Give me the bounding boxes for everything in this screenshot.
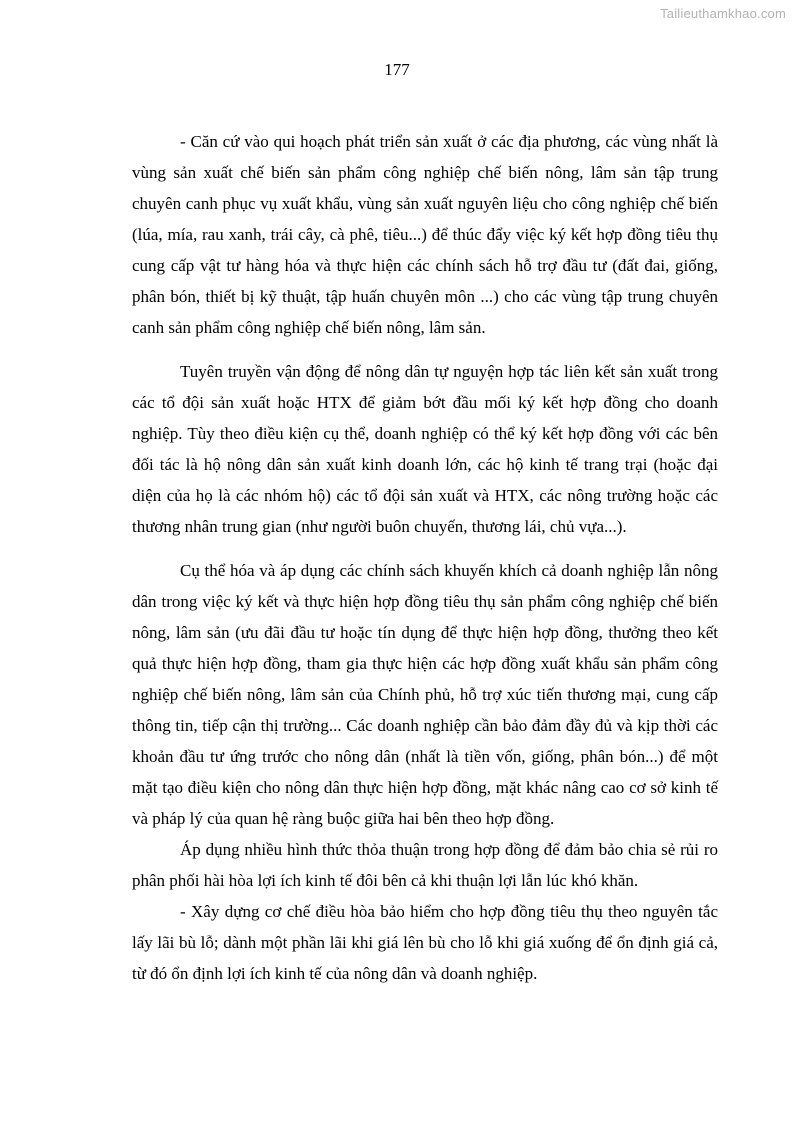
page-number: 177 (384, 60, 410, 79)
paragraph: Cụ thể hóa và áp dụng các chính sách khuyến khích cả doanh nghiệp lẫn nông dân trong việc ký kết và thực hiện hợp đồng tiêu thụ sản phẩm công nghiệp chế biến nông, lâm sản (ưu đãi đầu tư hoặc tín dụng để thực hiện hợp đồng, thưởng theo kết quả thực hiện hợp đồng, tham gia thực hiện các hợp đồng xuất khẩu sản phẩm công nghiệp chế biến nông, lâm sản của Chính phủ, hỗ trợ xúc tiến thương mại, cung cấp thông tin, tiếp cận thị trường... Các doanh nghiệp cần bảo đảm đầy đủ và kịp thời các khoản đầu tư ứng trước cho nông dân (nhất là tiền vốn, giống, phân bón...) để một mặt tạo điều kiện cho nông dân thực hiện hợp đồng, mặt khác nâng cao cơ sở kinh tế và pháp lý của quan hệ ràng buộc giữa hai bên theo hợp đồng. (132, 561, 718, 828)
watermark: Tailieuthamkhao.com (660, 6, 786, 21)
paragraph: Tuyên truyền vận động để nông dân tự nguyện hợp tác liên kết sản xuất trong các tổ đội sản xuất hoặc HTX để giảm bớt đầu mối ký kết hợp đồng cho doanh nghiệp. Tùy theo điều kiện cụ thể, doanh nghiệp có thể ký kết hợp đồng với các bên đối tác là hộ nông dân sản xuất kinh doanh lớn, các hộ kinh tế trang trại (hoặc đại diện của họ là các nhóm hộ) các tổ đội sản xuất và HTX, các nông trường hoặc các thương nhân trung gian (như người buôn chuyến, thương lái, chủ vựa...). (132, 362, 718, 536)
paragraph: Áp dụng nhiều hình thức thỏa thuận trong hợp đồng để đảm bảo chia sẻ rủi ro phân phối hài hòa lợi ích kinh tế đôi bên cả khi thuận lợi lẫn lúc khó khăn. (132, 840, 718, 890)
page-body (132, 126, 718, 989)
paragraph: - Căn cứ vào qui hoạch phát triển sản xuất ở các địa phương, các vùng nhất là vùng sản xuất chế biến sản phẩm công nghiệp chế biến nông, lâm sản tập trung chuyên canh phục vụ xuất khẩu, vùng sản xuất nguyên liệu cho công nghiệp chế biến (lúa, mía, rau xanh, trái cây, cà phê, tiêu...) để thúc đẩy việc ký kết hợp đồng tiêu thụ cung cấp vật tư hàng hóa và thực hiện các chính sách hỗ trợ đầu tư (đất đai, giống, phân bón, thiết bị kỹ thuật, tập huấn chuyên môn ...) cho các vùng tập trung chuyên canh sản phẩm công nghiệp chế biến nông, lâm sản. (132, 132, 718, 337)
paragraph: - Xây dựng cơ chế điều hòa bảo hiểm cho hợp đồng tiêu thụ theo nguyên tắc lấy lãi bù lỗ; dành một phần lãi khi giá lên bù cho lỗ khi giá xuống để ổn định giá cả, từ đó ổn định lợi ích kinh tế của nông dân và doanh nghiệp. (132, 902, 718, 983)
